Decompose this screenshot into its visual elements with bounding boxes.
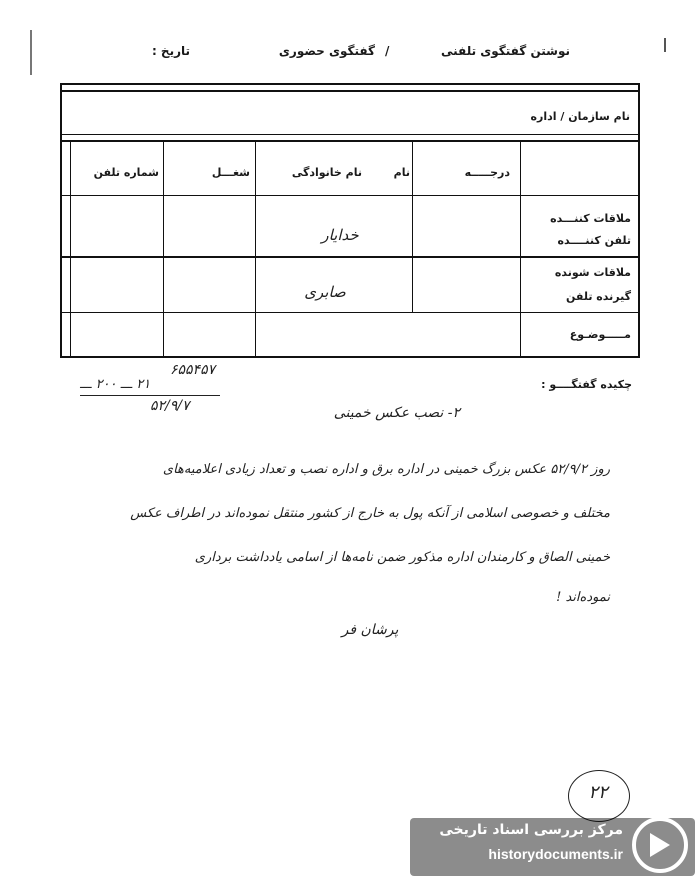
date-label: تاریخ : <box>151 44 190 58</box>
doc-title-inperson: گفتگوی حضوری <box>278 44 375 58</box>
archive-logo-icon <box>630 815 690 875</box>
doc-title-phone: نوشتن گفتگوی تلفنی <box>441 44 570 58</box>
row1-last-name-value: خدایار <box>321 226 359 244</box>
margin-mark-right <box>664 38 666 52</box>
summary-label: چکیده گفتگــــو : <box>541 378 632 391</box>
col-rank: درجـــــه <box>464 166 510 179</box>
row2-label-line2: گیرنده تلفن <box>566 290 631 303</box>
col-job: شغـــل <box>211 166 250 179</box>
subject-label: مـــــوضـوع <box>569 328 631 341</box>
summary-body-line1: روز ۵۲/۹/۲ عکس بزرگ خمینی در اداره برق و اداره نصب و تعداد زیادی اعلامیه‌های <box>162 462 610 477</box>
ref-date: ۵۲/۹/۷ <box>150 398 190 414</box>
row1-label-line1: ملاقات کننـــده <box>550 212 631 225</box>
ref-underline <box>80 395 220 396</box>
watermark-url: historydocuments.ir <box>488 846 623 862</box>
signature: پرشان فر <box>341 622 399 638</box>
summary-body-line4: نموده‌اند ! <box>556 590 610 605</box>
col-phone: شماره تلفن <box>93 166 159 179</box>
title-separator: / <box>385 44 390 58</box>
watermark-name: مرکز بررسی اسناد تاریخی <box>439 822 623 838</box>
org-label: نام سازمان / اداره <box>530 110 630 123</box>
margin-mark <box>30 30 32 75</box>
col-last-name: نام خانوادگی <box>291 166 362 179</box>
col-first-name: نام <box>393 166 410 179</box>
row2-label-line1: ملاقات شونده <box>554 266 631 279</box>
summary-body-line2: مختلف و خصوصی اسلامی از آنکه پول به خارج از کشور منتقل نموده‌اند در اطراف عکس <box>130 506 610 521</box>
ref-code: ۲۱ ـــ ۲۰۰ ـــ <box>80 377 151 392</box>
row1-label-line2: تلفن کننــــده <box>557 234 631 247</box>
row2-last-name-value: صابری <box>304 283 346 301</box>
ref-number: ۶۵۵۴۵۷ <box>170 362 216 378</box>
summary-body-line3: خمینی الصاق و کارمندان اداره مذکور ضمن نامه‌ها از اسامی یادداشت برداری <box>194 550 610 565</box>
summary-title: ۲- نصب عکس خمینی <box>333 405 460 421</box>
page-number: ۲۲ <box>588 782 608 803</box>
